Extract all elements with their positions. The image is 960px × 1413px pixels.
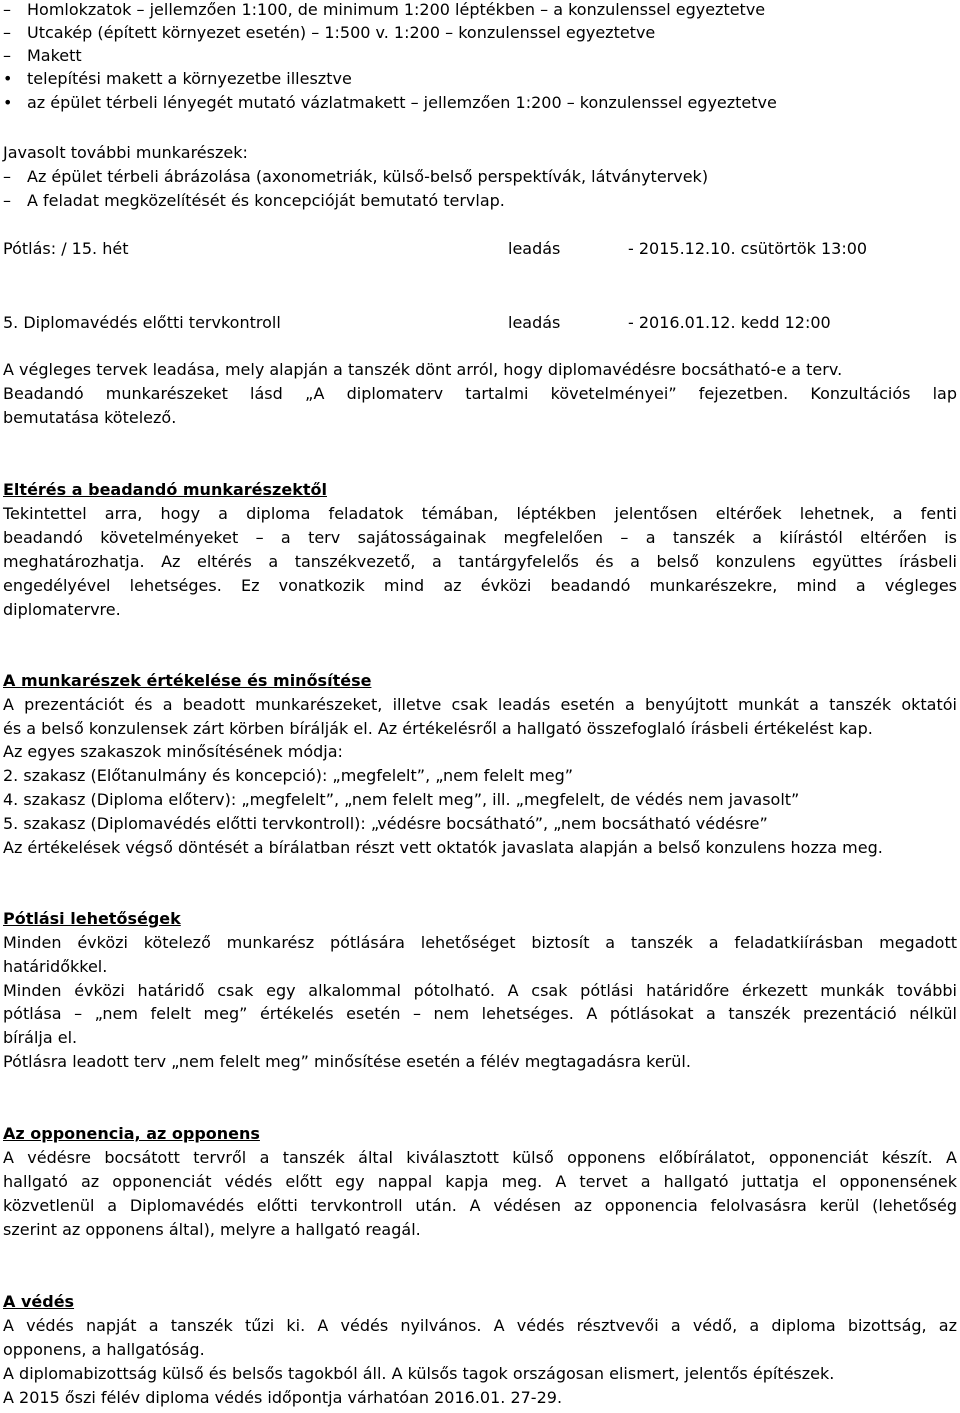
schedule-row-potlas bbox=[3, 239, 957, 259]
paragraph-line: 4. szakasz (Diploma előterv): „megfelelt”, „nem felelt meg”, ill. „megfelelt, de védés nem javasolt” bbox=[3, 790, 800, 809]
dash-marker: – bbox=[3, 23, 11, 42]
list-item-text: A feladat megközelítését és koncepcióját bemutató tervlap. bbox=[27, 191, 505, 210]
list-item bbox=[3, 46, 957, 66]
list-item bbox=[3, 23, 957, 43]
paragraph-line: Minden évközi határidő csak egy alkalommal pótolható. A csak pótlási határidőre érkezett munkák további bbox=[3, 981, 957, 1000]
list-item-text: Makett bbox=[27, 46, 82, 65]
paragraph-line: Beadandó munkarészeket lásd „A diplomaterv tartalmi követelményei” fejezetben. Konzultációs lap bbox=[3, 384, 957, 403]
section-heading: Pótlási lehetőségek bbox=[3, 909, 181, 928]
schedule-date: - 2015.12.10. csütörtök 13:00 bbox=[628, 239, 868, 258]
paragraph-line: meghatározhatja. Az eltérés a tanszékvezető, a tantárgyfelelős és a belső konzulens együttes írásbeli bbox=[3, 552, 957, 571]
bullet-marker: • bbox=[3, 93, 13, 112]
paragraph-line: A védés napját a tanszék tűzi ki. A védés nyilvános. A védés résztvevői a védő, a diploma bizottság, az bbox=[3, 1316, 957, 1335]
paragraph-line: A végleges tervek leadása, mely alapján a tanszék dönt arról, hogy diplomavédésre bocsátható-e a terv. bbox=[3, 360, 843, 379]
paragraph-line: szerint az opponens által), melyre a hallgató reagál. bbox=[3, 1220, 421, 1239]
schedule-leadas: leadás bbox=[508, 239, 561, 258]
paragraph-line: A prezentációt és a beadott munkarészeket, illetve csak leadás esetén a benyújtott munkát a tanszék oktatói bbox=[3, 695, 957, 714]
paragraph-line: Az értékelések végső döntését a bírálatban részt vett oktatók javaslata alapján a belső konzulens hozza meg. bbox=[3, 838, 883, 857]
paragraph-line: és a belső konzulensek zárt körben bírálják el. Az értékelésről a hallgató összefoglaló írásbeli értékelést kap. bbox=[3, 719, 873, 738]
paragraph-line: Minden évközi kötelező munkarész pótlására lehetőséget biztosít a tanszék a feladatkiírásban megadott bbox=[3, 933, 957, 952]
list-item bbox=[3, 167, 957, 187]
paragraph-line: 2. szakasz (Előtanulmány és koncepció): „megfelelt”, „nem felelt meg” bbox=[3, 766, 574, 785]
dash-marker: – bbox=[3, 0, 11, 19]
paragraph-line: diplomatervre. bbox=[3, 600, 121, 619]
paragraph-line: bemutatása kötelező. bbox=[3, 408, 177, 427]
paragraph-line: A védésre bocsátott tervről a tanszék által kiválasztott külső opponens előbírálatot, opponenciát készít. A bbox=[3, 1148, 957, 1167]
paragraph-line: közvetlenül a Diplomavédés előtti tervkontroll után. A védésen az opponencia felolvasásra kerül (lehetőség bbox=[3, 1196, 957, 1215]
paragraph-line: Az egyes szakaszok minősítésének módja: bbox=[3, 742, 343, 761]
list-item-text: telepítési makett a környezetbe illesztve bbox=[27, 69, 352, 88]
section-heading: Az opponencia, az opponens bbox=[3, 1124, 260, 1143]
schedule-leadas: leadás bbox=[508, 313, 561, 332]
paragraph-line: engedélyével lehetséges. Ez vonatkozik mind az évközi beadandó munkarészekre, mind a végleges bbox=[3, 576, 957, 595]
list-item bbox=[3, 191, 957, 211]
paragraph-line: 5. szakasz (Diplomavédés előtti tervkontroll): „védésre bocsátható”, „nem bocsátható védésre” bbox=[3, 814, 768, 833]
dash-marker: – bbox=[3, 191, 11, 210]
schedule-row-5 bbox=[3, 313, 957, 333]
paragraph-line: Pótlásra leadott terv „nem felelt meg” minősítése esetén a félév megtagadásra kerül. bbox=[3, 1052, 691, 1071]
list-item bbox=[3, 0, 957, 20]
section-heading: Eltérés a beadandó munkarészektől bbox=[3, 480, 327, 499]
section-heading: A munkarészek értékelése és minősítése bbox=[3, 671, 372, 690]
optional-heading: Javasolt további munkarészek: bbox=[3, 143, 248, 162]
list-item-text: az épület térbeli lényegét mutató vázlatmakett – jellemzően 1:200 – konzulenssel egyeztetve bbox=[27, 93, 777, 112]
paragraph-line: határidőkkel. bbox=[3, 957, 108, 976]
paragraph-line: pótlása – „nem felelt meg” értékelés esetén – nem lehetséges. A pótlásokat a tanszék prezentáció nélkül bbox=[3, 1004, 957, 1023]
dash-marker: – bbox=[3, 46, 11, 65]
schedule-label: 5. Diplomavédés előtti tervkontroll bbox=[3, 313, 281, 332]
bullet-marker: • bbox=[3, 69, 13, 88]
schedule-label: Pótlás: / 15. hét bbox=[3, 239, 129, 258]
list-item-text: Homlokzatok – jellemzően 1:100, de minimum 1:200 léptékben – a konzulenssel egyeztetve bbox=[27, 0, 766, 19]
list-item-text: Az épület térbeli ábrázolása (axonometriák, külső-belső perspektívák, látványtervek) bbox=[27, 167, 709, 186]
list-item-text: Utcakép (épített környezet esetén) – 1:500 v. 1:200 – konzulenssel egyeztetve bbox=[27, 23, 656, 42]
paragraph-line: beadandó követelményeket – a terv sajátosságainak megfelelően – a tanszék a kiírástól eltérően is bbox=[3, 528, 957, 547]
section-heading: A védés bbox=[3, 1292, 75, 1311]
paragraph-line: hallgató az opponenciát védés előtt egy nappal kapja meg. A tervet a hallgató juttatja el opponensének bbox=[3, 1172, 957, 1191]
schedule-date: - 2016.01.12. kedd 12:00 bbox=[628, 313, 831, 332]
list-item bbox=[3, 69, 957, 89]
paragraph-line: A 2015 őszi félév diploma védés időpontja várhatóan 2016.01. 27-29. bbox=[3, 1388, 563, 1407]
dash-marker: – bbox=[3, 167, 11, 186]
paragraph-line: Tekintettel arra, hogy a diploma feladatok témában, léptékben jelentősen eltérőek lehetnek, a fenti bbox=[3, 504, 957, 523]
paragraph-line: bírálja el. bbox=[3, 1028, 78, 1047]
list-item bbox=[3, 93, 957, 113]
paragraph-line: A diplomabizottság külső és belsős tagokból áll. A külsős tagok országosan elismert, jelentős építészek. bbox=[3, 1364, 835, 1383]
paragraph-line: opponens, a hallgatóság. bbox=[3, 1340, 205, 1359]
